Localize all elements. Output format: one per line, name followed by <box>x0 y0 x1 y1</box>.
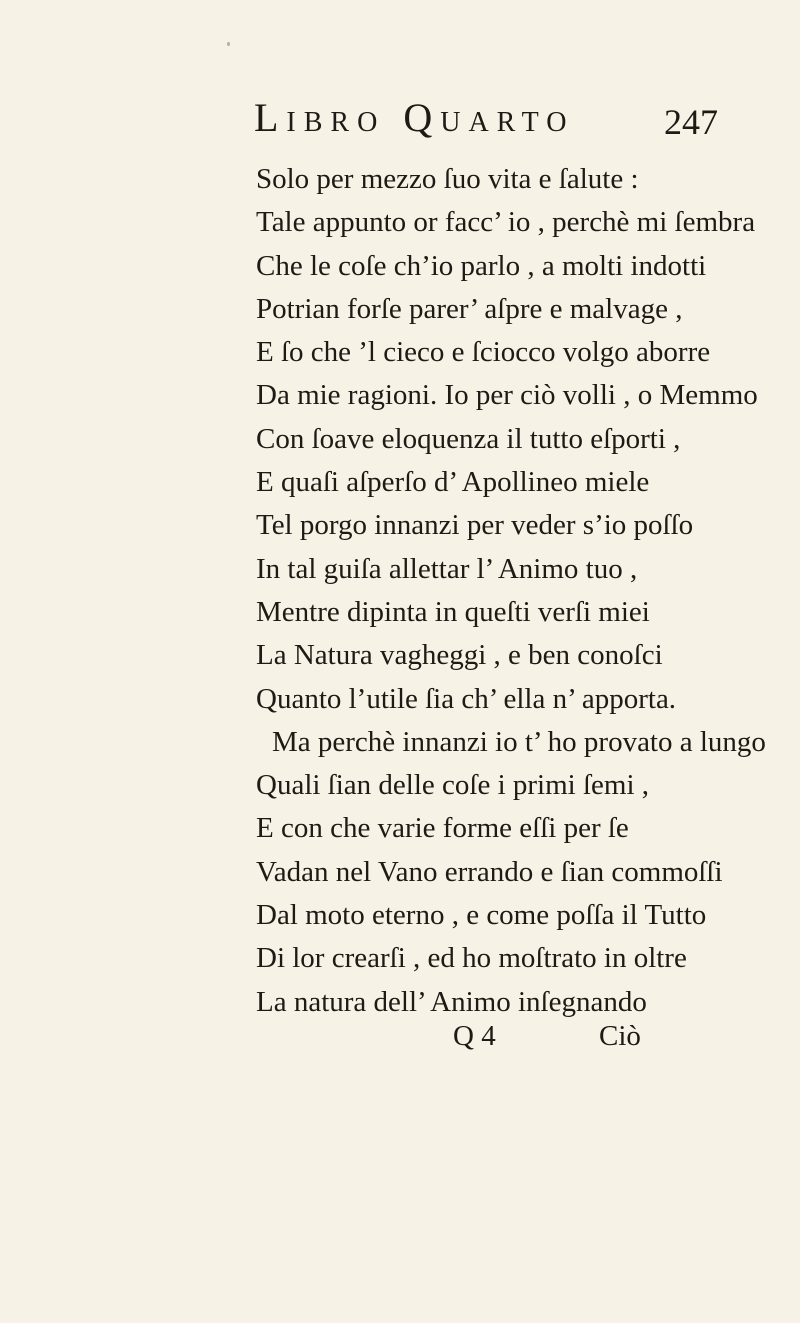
verse-line: Quanto l’utile ſia ch’ ella n’ apporta. <box>256 682 677 715</box>
signature-mark: Q 4 <box>453 1020 496 1052</box>
page-number: 247 <box>664 102 718 142</box>
paper-speck <box>227 42 230 46</box>
verse-line: Potrian forſe parer’ aſpre e malvage , <box>256 292 683 325</box>
verse-line: Solo per mezzo ſuo vita e ſalute : <box>256 163 639 195</box>
verse-line: Da mie ragioni. Io per ciò volli , o Memmo <box>256 379 758 412</box>
verse-line: Con ſoave eloquenza il tutto eſporti , <box>256 422 681 455</box>
verse-block <box>256 158 766 1024</box>
verse-line: E quaſi aſperſo d’ Apollineo miele <box>256 466 650 499</box>
verse-line: Ma perchè innanzi io t’ ho provato a lungo <box>272 725 766 758</box>
verse-line: Mentre dipinta in queſti verſi miei <box>256 595 650 628</box>
verse-line: Quali ſian delle coſe i primi ſemi , <box>256 769 650 802</box>
verse-line: Dal moto eterno , e come poſſa il Tutto <box>256 899 707 932</box>
verse-line: La Natura vagheggi , e ben conoſci <box>256 639 663 672</box>
verse-line: E ſo che ’l cieco e ſciocco volgo aborre <box>256 336 711 369</box>
verse-line: Vadan nel Vano errando e ſian commoſſi <box>256 855 723 888</box>
verse-line: Che le coſe ch’io parlo , a molti indotti <box>256 249 707 282</box>
catchword: Ciò <box>599 1020 641 1052</box>
verse-line: In tal guiſa allettar l’ Animo tuo , <box>256 552 638 585</box>
verse-line: Di lor crearſi , ed ho moſtrato in oltre <box>256 942 687 975</box>
verse-line: E con che varie forme eſſi per ſe <box>256 812 629 845</box>
running-title: Libro Quarto <box>254 95 575 140</box>
verse-line: Tale appunto or facc’ io , perchè mi ſembra <box>256 206 756 239</box>
verse-line: Tel porgo innanzi per veder s’io poſſo <box>256 509 694 542</box>
verse-line: La natura dell’ Animo inſegnando <box>256 985 647 1018</box>
